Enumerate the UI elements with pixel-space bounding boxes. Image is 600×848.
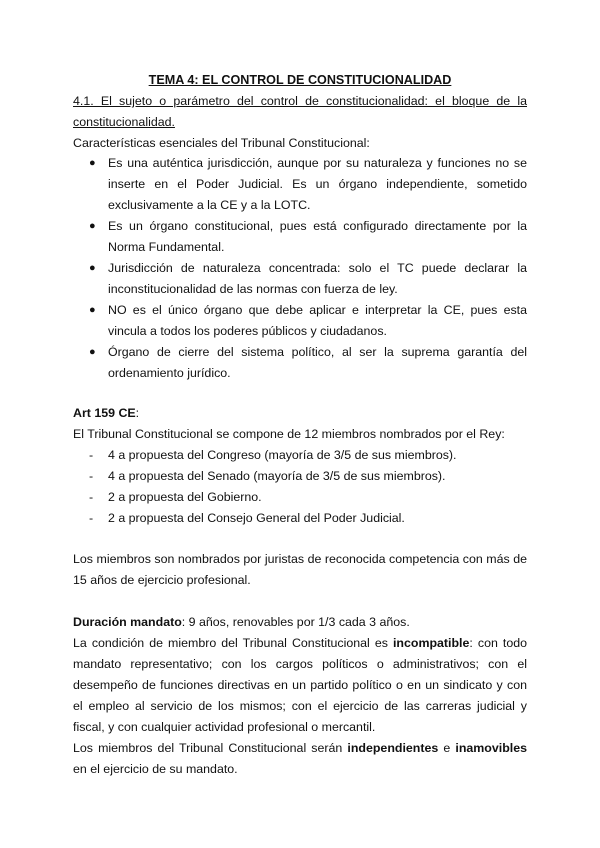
duration-paragraph: Duración mandato: 9 años, renovables por 1/3 cada 3 años. (73, 615, 410, 629)
tc-intro: Características esenciales del Tribunal Constitucional: (73, 136, 370, 150)
duration-label: Duración mandato (73, 615, 182, 629)
section-heading-text: 4.1. El sujeto o parámetro del control de constitucionalidad: el bloque de la constitucionalidad. (73, 94, 527, 129)
independent-term: independientes (347, 741, 439, 755)
list-item: - 2 a propuesta del Gobierno. (73, 487, 527, 508)
list-item: - 4 a propuesta del Senado (mayoría de 3/5 de sus miembros). (73, 466, 527, 487)
independence-paragraph: Los miembros del Tribunal Constitucional serán independientes e inamovibles en el ejercicio de su mandato. (73, 741, 527, 776)
irremovable-term: inamovibles (455, 741, 527, 755)
list-item: - 2 a propuesta del Consejo General del Poder Judicial. (73, 508, 527, 529)
list-item: ● Órgano de cierre del sistema político, al ser la suprema garantía del ordenamiento jurídico. (73, 342, 527, 384)
incompatible-term: incompatible (392, 636, 470, 650)
dash-icon: - (89, 490, 94, 504)
dash-icon: - (89, 469, 94, 483)
members-paragraph: Los miembros son nombrados por juristas de reconocida competencia con más de 15 años de ejercicio profesional. (73, 552, 527, 587)
list-item: ● Es una auténtica jurisdicción, aunque por su naturaleza y funciones no se inserte en el Poder Judicial. Es un órgano independiente, sometido exclusivamente a la CE y a la LOTC. (73, 153, 527, 216)
proposals-list (73, 445, 527, 529)
dash-icon: - (89, 448, 94, 462)
bullet-icon: ● (89, 346, 96, 358)
article-heading: Art 159 CE: (73, 406, 140, 420)
bullet-icon: ● (89, 220, 96, 232)
bullet-icon: ● (89, 157, 96, 169)
article-intro: El Tribunal Constitucional se compone de 12 miembros nombrados por el Rey: (73, 427, 505, 441)
dash-icon: - (89, 511, 94, 525)
list-item: ● Jurisdicción de naturaleza concentrada: solo el TC puede declarar la inconstitucionalidad de las normas con fuerza de ley. (73, 258, 527, 300)
bullet-icon: ● (89, 304, 96, 316)
incompatibility-paragraph: La condición de miembro del Tribunal Constitucional es incompatible: con todo mandato representativo; con los cargos políticos o administrativos; con el desempeño de funciones directivas en un partido político o en un sindicato y con el empleo al servicio de los mismos; con el ejercicio de las carreras judicial y fiscal, y con cualquier actividad profesional o mercantil. (73, 636, 528, 734)
section-heading (73, 91, 527, 133)
tc-features-list (73, 153, 527, 384)
list-item: ● NO es el único órgano que debe aplicar e interpretar la CE, pues esta vincula a todos los poderes públicos y ciudadanos. (73, 300, 527, 342)
bullet-icon: ● (89, 262, 96, 274)
article-label: Art 159 CE (73, 406, 136, 420)
list-item: - 4 a propuesta del Congreso (mayoría de 3/5 de sus miembros). (73, 445, 527, 466)
list-item: ● Es un órgano constitucional, pues está configurado directamente por la Norma Fundamental. (73, 216, 527, 258)
page-title: TEMA 4: EL CONTROL DE CONSTITUCIONALIDAD (148, 73, 452, 87)
